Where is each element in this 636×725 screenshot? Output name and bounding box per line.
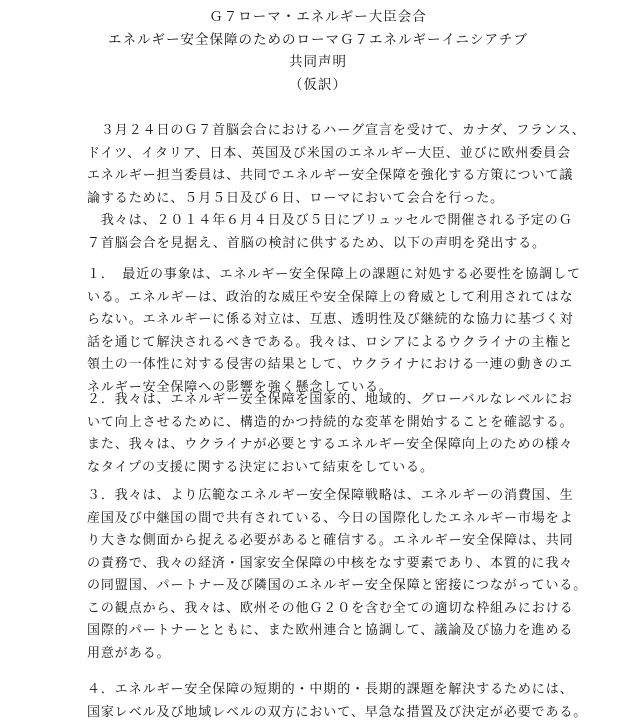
title-line: エネルギー安全保障のためのローマＧ７エネルギーイニシアチブ: [108, 31, 528, 48]
text-line: 産国及び中継国の間で共有されている、今日の国際化したエネルギー市場をよ: [87, 510, 574, 526]
document-title: [0, 6, 636, 96]
text-line: なタイプの支援に関する決定において結束をしている。: [87, 459, 434, 475]
intro-paragraph: [87, 120, 617, 255]
text-line: ドイツ、イタリア、日本、英国及び米国のエネルギー大臣、並びに欧州委員会: [87, 145, 571, 161]
text-line: エネルギー担当委員は、共同でエネルギー安全保障を強化する方策について議: [87, 168, 574, 183]
title-line: 共同声明: [289, 54, 347, 70]
text-line: ３月２４日のＧ７首脳会合におけるハーグ宣言を受けて、カナダ、フランス、: [87, 123, 586, 138]
text-line: 領土の一体性に対する侵害の結果として、ウクライナにおける一連の動きのエ: [87, 357, 573, 372]
text-line: 国家レベル及び地域レベルの双方において、早急な措置及び決定が必要である。: [87, 704, 588, 720]
text-line: いて向上させるために、構造的かつ持続的な変革を開始することを確認する。: [87, 414, 574, 430]
paragraph-3: [87, 485, 617, 665]
text-line: 論するために、５月５日及び６日、ローマにおいて会合を行った。: [87, 190, 505, 206]
text-line: いる。エネルギーは、政治的な威圧や安全保障上の脅威として利用されてはな: [87, 289, 574, 305]
paragraph-2: [87, 389, 617, 479]
paragraph-4: [87, 679, 617, 724]
text-line: ２．我々は、エネルギー安全保障を国家的、地域的、グローバルなレベルにお: [87, 392, 573, 407]
text-line: １． 最近の事象は、エネルギー安全保障上の課題に対処する必要性を協調して: [87, 267, 581, 282]
text-line: の責務で、我々の経済・国家安全保障の中核をなす要素であり、本質的に我々: [87, 555, 574, 571]
text-line: ３．我々は、より広範なエネルギー安全保障戦略は、エネルギーの消費国、生: [87, 488, 574, 503]
text-line: ７首脳会合を見据え、首脳の検討に供するため、以下の声明を発出する。: [87, 235, 546, 251]
text-line: 話を通じて解決されるべきである。我々は、ロシアによるウクライナの主権と: [87, 334, 574, 350]
text-line: また、我々は、ウクライナが必要とするエネルギー安全保障向上のための様々: [87, 437, 574, 452]
text-line: ネルギー安全保障への影響を強く懸念している。: [87, 379, 393, 395]
text-line: ４．エネルギー安全保障の短期的・中期的・長期的課題を解決するためには、: [87, 682, 574, 697]
text-line: 国際的パートナーとともに、また欧州連合と協調して、議論及び協力を進める: [87, 623, 574, 638]
text-line: り大きな側面から捉える必要があると確信する。エネルギー安全保障は、共同: [87, 533, 574, 548]
title-line: （仮訳）: [289, 76, 347, 93]
text-line: 用意がある。: [87, 645, 171, 661]
paragraph-1: [87, 264, 617, 399]
title-line: Ｇ７ローマ・エネルギー大臣会合: [209, 9, 427, 25]
text-line: この観点から、我々は、欧州その他Ｇ２０を含む全ての適切な枠組みにおける: [87, 600, 574, 616]
text-line: らない。エネルギーに係る対立は、互恵、透明性及び継続的な協力に基づく対: [87, 312, 574, 327]
text-line: の同盟国、パートナー及び隣国のエネルギー安全保障と密接につながっている。: [87, 578, 588, 593]
text-line: 我々は、２０１４年６月４日及び５日にブリュッセルで開催される予定のＧ: [87, 213, 573, 228]
